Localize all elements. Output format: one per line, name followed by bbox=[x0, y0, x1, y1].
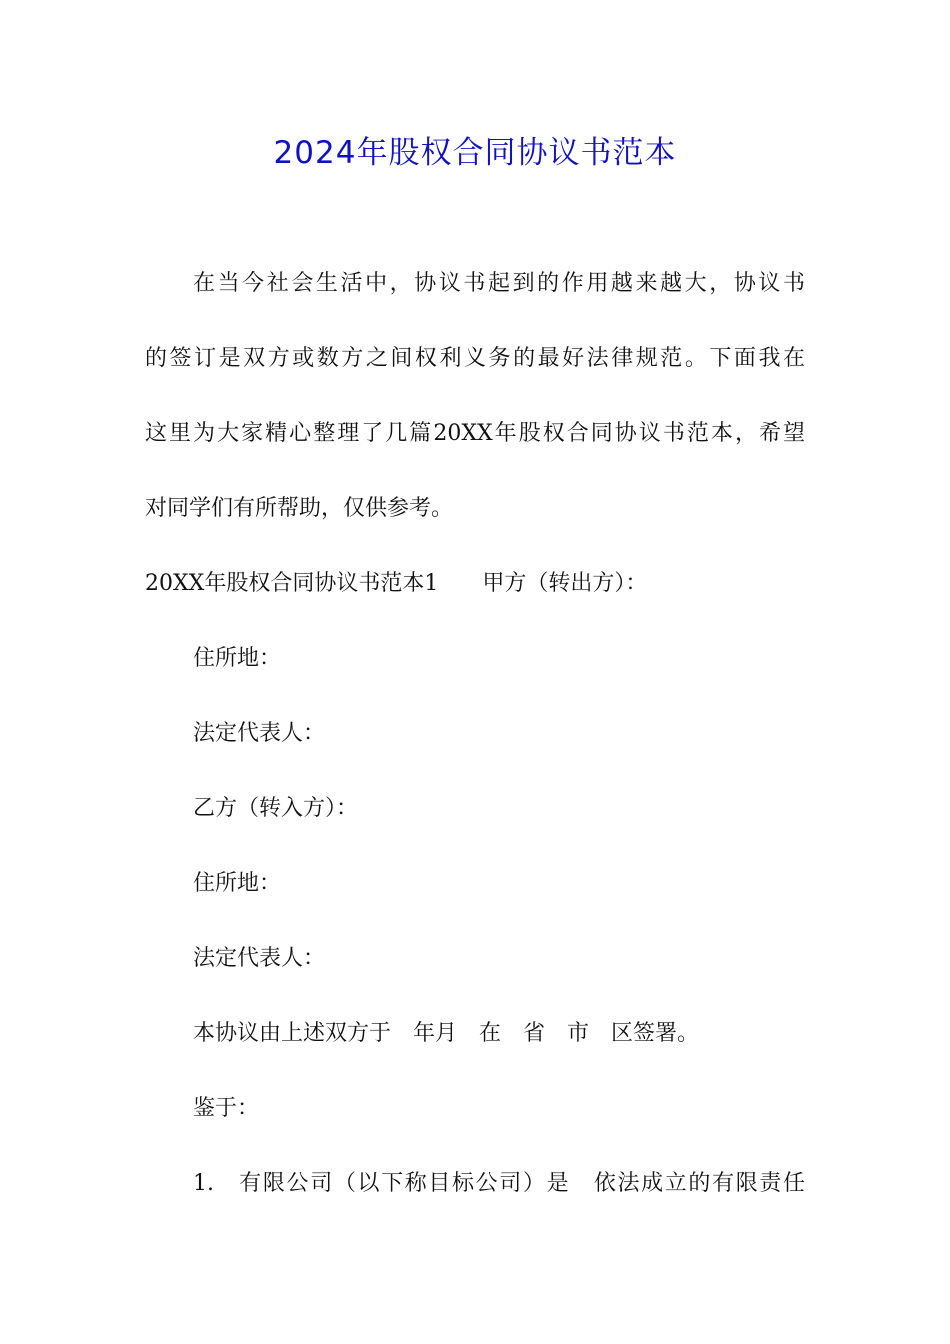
party-a-representative: 法定代表人： bbox=[193, 721, 326, 746]
party-b-address: 住所地： bbox=[193, 871, 282, 896]
party-a-address: 住所地： bbox=[193, 646, 282, 671]
clause-1: 1. 有限公司（以下称目标公司）是 依法成立的有限责任 bbox=[193, 1171, 805, 1196]
sample-heading: 20XX年股权合同协议书范本1 甲方（转出方）： bbox=[145, 571, 648, 596]
party-b-heading: 乙方（转入方）： bbox=[193, 796, 359, 821]
intro-line-4: 对同学们有所帮助，仅供参考。 bbox=[145, 496, 454, 521]
intro-line-3: 这里为大家精心整理了几篇20XX年股权合同协议书范本，希望 bbox=[145, 421, 805, 446]
signing-line: 本协议由上述双方于 年月 在 省 市 区签署。 bbox=[193, 1021, 700, 1046]
intro-line-1: 在当今社会生活中，协议书起到的作用越来越大，协议书 bbox=[193, 271, 805, 296]
whereas-heading: 鉴于： bbox=[193, 1096, 260, 1121]
document-title: 2024年股权合同协议书范本 bbox=[273, 135, 677, 171]
party-b-representative: 法定代表人： bbox=[193, 946, 326, 971]
intro-line-2: 的签订是双方或数方之间权利义务的最好法律规范。下面我在 bbox=[145, 346, 805, 371]
